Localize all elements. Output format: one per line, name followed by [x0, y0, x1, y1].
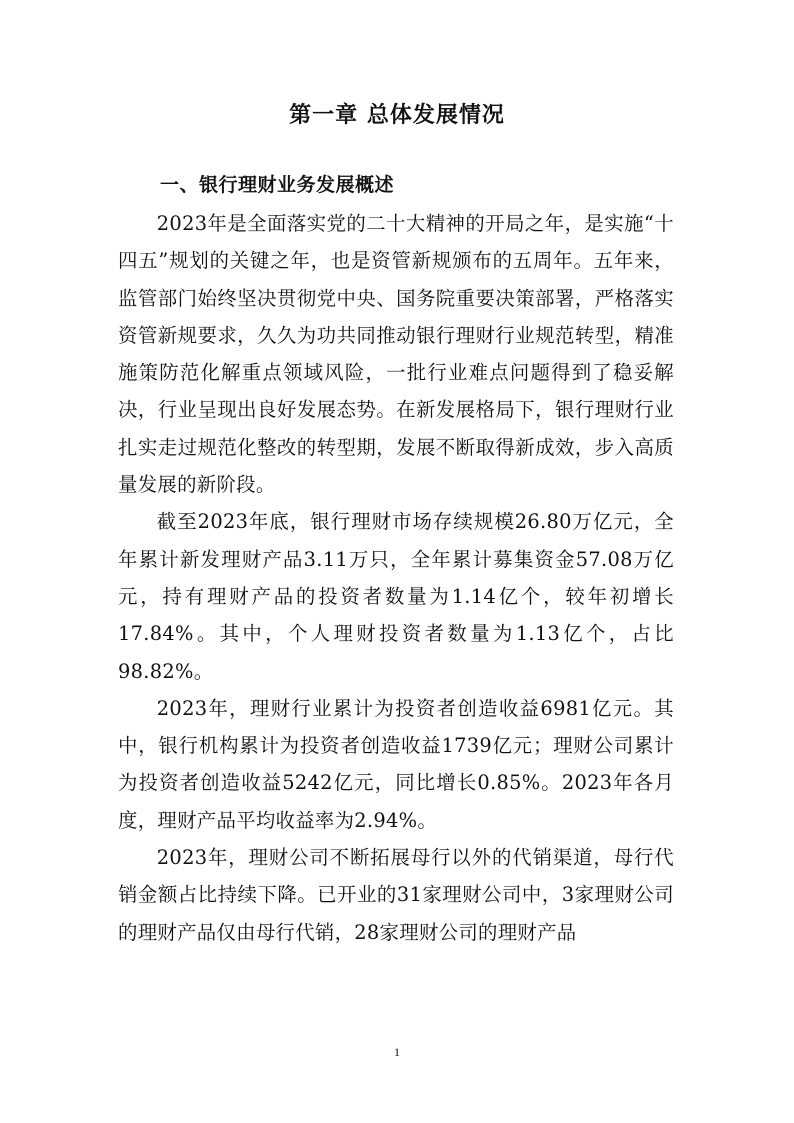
paragraph: 2023年是全面落实党的二十大精神的开局之年，是实施“十四五”规划的关键之年，也是资管新规颁布的五周年。五年来，监管部门始终坚决贯彻党中央、国务院重要决策部署，严格落实资管新规要求，久久为功共同推动银行理财行业规范转型，精准施策防范化解重点领域风险，一批行业难点问题得到了稳妥解决，行业呈现出良好发展态势。在新发展格局下，银行理财行业扎实走过规范化整改的转型期，发展不断取得新成效，步入高质量发展的新阶段。 — [118, 212, 674, 497]
chapter-title: 第一章 总体发展情况 — [289, 103, 505, 128]
page-number: 1 — [394, 1045, 400, 1059]
paragraph: 2023年，理财公司不断拓展母行以外的代销渠道，母行代销金额占比持续下降。已开业的31家理财公司中，3家理财公司的理财产品仅由母行代销，28家理财公司的理财产品 — [118, 846, 674, 944]
body-text — [118, 205, 674, 951]
section-heading: 一、银行理财业务发展概述 — [160, 174, 395, 196]
paragraph: 截至2023年底，银行理财市场存续规模26.80万亿元，全年累计新发理财产品3.11万只，全年累计募集资金57.08万亿元，持有理财产品的投资者数量为1.14亿个，较年初增长17.84%。其中，个人理财投资者数量为1.13亿个，占比98.82%。 — [118, 510, 674, 683]
paragraph: 2023年，理财行业累计为投资者创造收益6981亿元。其中，银行机构累计为投资者创造收益1739亿元；理财公司累计为投资者创造收益5242亿元，同比增长0.85%。2023年各月度，理财产品平均收益率为2.94%。 — [118, 696, 674, 832]
